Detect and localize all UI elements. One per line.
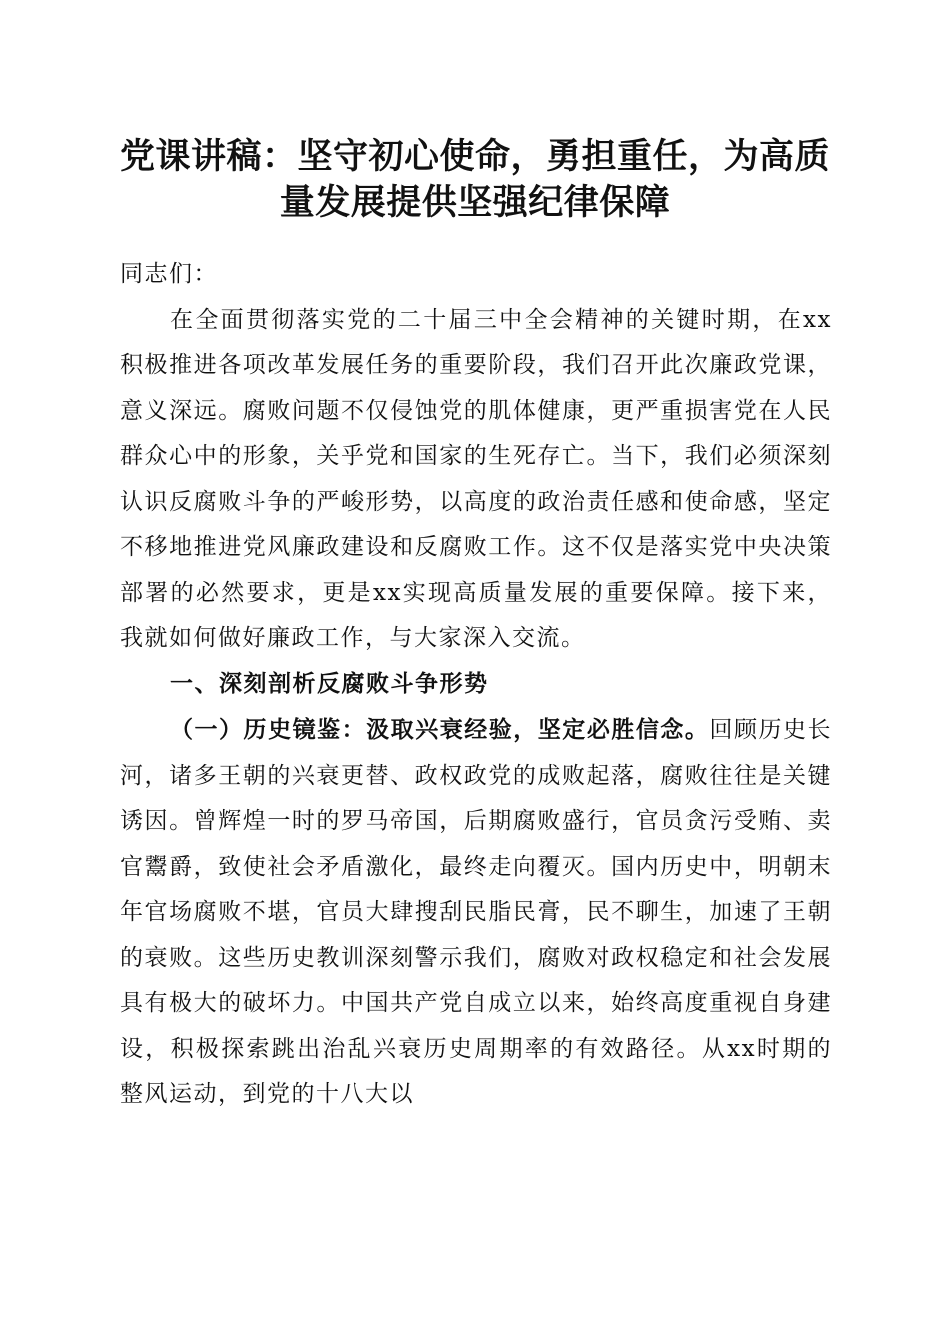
subsection-lead-1: （一）历史镜鉴：汲取兴衰经验，坚定必胜信念。: [170, 716, 710, 743]
document-body: [120, 252, 832, 1118]
paragraph-subsection-1: [120, 707, 832, 1118]
section-heading-1: 一、深刻剖析反腐败斗争形势: [170, 670, 489, 697]
title-line-1: 党课讲稿：坚守初心使命，勇担重任，为高质: [119, 137, 830, 177]
title-line-2: 量发展提供坚强纪律保障: [279, 183, 671, 223]
salutation: 同志们：: [120, 261, 218, 287]
paragraph-intro: 在全面贯彻落实党的二十届三中全会精神的关键时期，在xx积极推进各项改革发展任务的重要阶段，我们召开此次廉政党课，意义深远。腐败问题不仅侵蚀党的肌体健康，更严重损害党在人民群众心中的形象，关乎党和国家的生死存亡。当下，我们必须深刻认识反腐败斗争的严峻形势，以高度的政治责任感和使命感，坚定不移地推进党风廉政建设和反腐败工作。这不仅是落实党中央决策部署的必然要求，更是xx实现高质量发展的重要保障。接下来，我就如何做好廉政工作，与大家深入交流。: [120, 306, 832, 651]
document-title: [100, 134, 850, 226]
subsection-text-1: 回顾历史长河，诸多王朝的兴衰更替、政权政党的成败起落，腐败往往是关键诱因。曾辉煌一时的罗马帝国，后期腐败盛行，官员贪污受贿、卖官鬻爵，致使社会矛盾激化，最终走向覆灭。国内历史中，明朝末年官场腐败不堪，官员大肆搜刮民脂民膏，民不聊生，加速了王朝的衰败。这些历史教训深刻警示我们，腐败对政权稳定和社会发展具有极大的破坏力。中国共产党自成立以来，始终高度重视自身建设，积极探索跳出治乱兴衰历史周期率的有效路径。从xx时期的整风运动，到党的十八大以: [120, 717, 833, 1107]
